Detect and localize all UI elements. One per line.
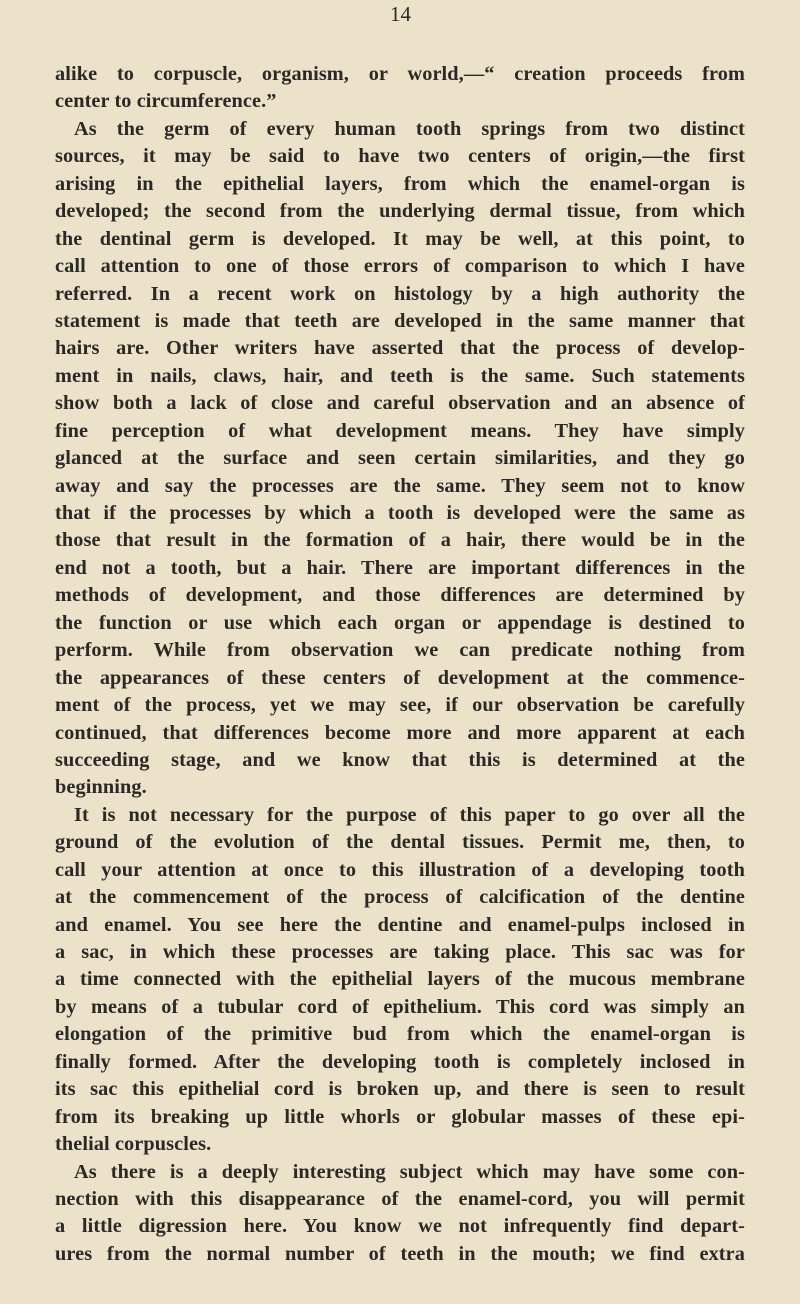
text-line: at the commencement of the process of calcification of the dentine xyxy=(55,886,745,909)
text-line: ground of the evolution of the dental tissues. Permit me, then, to xyxy=(55,831,745,854)
text-line: As the germ of every human tooth springs from two distinct xyxy=(74,117,745,140)
text-line: sources, it may be said to have two centers of origin,—the first xyxy=(55,145,745,168)
text-line: glanced at the surface and seen certain similarities, and they go xyxy=(55,447,745,470)
text-line: statement is made that teeth are developed in the same manner that xyxy=(55,309,745,332)
text-line: a sac, in which these processes are taking place. This sac was for xyxy=(55,941,745,963)
text-line: show both a lack of close and careful observation and an absence of xyxy=(55,392,745,415)
text-line: its sac this epithelial cord is broken up, and there is seen to result xyxy=(55,1078,745,1101)
text-line: succeeding stage, and we know that this is determined at the xyxy=(55,748,745,771)
text-line: thelial corpuscles. xyxy=(55,1133,212,1156)
text-line: from its breaking up little whorls or globular masses of these epi- xyxy=(55,1105,745,1128)
text-line: a time connected with the epithelial layers of the mucous membrane xyxy=(55,968,745,991)
text-line: alike to corpuscle, organism, or world,—“ creation proceeds from xyxy=(55,63,745,85)
text-line: and enamel. You see here the dentine and enamel-pulps inclosed in xyxy=(55,913,745,936)
text-line: away and say the processes are the same. They seem not to know xyxy=(55,474,745,497)
text-line: ment of the process, yet we may see, if our observation be carefully xyxy=(55,694,745,717)
text-line: arising in the epithelial layers, from which the enamel-organ is xyxy=(55,172,745,195)
body-text xyxy=(55,61,745,1268)
text-line: It is not necessary for the purpose of this paper to go over all the xyxy=(74,803,745,826)
text-line: those that result in the formation of a hair, there would be in the xyxy=(55,529,745,552)
text-line: center to circumference.” xyxy=(55,90,277,113)
text-line: by means of a tubular cord of epithelium. This cord was simply an xyxy=(55,995,745,1018)
text-line: fine perception of what development means. They have simply xyxy=(55,419,745,442)
text-line: a little digression here. You know we not infrequently find depart- xyxy=(55,1215,745,1238)
text-line: continued, that differences become more and more apparent at each xyxy=(55,721,745,744)
text-line: perform. While from observation we can predicate nothing from xyxy=(55,639,745,662)
text-line: methods of development, and those differences are determined by xyxy=(55,584,745,607)
text-line: hairs are. Other writers have asserted that the process of develop- xyxy=(55,337,745,360)
text-line: the appearances of these centers of development at the commence- xyxy=(55,666,745,689)
text-line: ures from the normal number of teeth in the mouth; we find extra xyxy=(55,1242,745,1265)
text-line: beginning. xyxy=(55,776,147,799)
text-line: ment in nails, claws, hair, and teeth is the same. Such statements xyxy=(55,364,745,387)
text-line: the dentinal germ is developed. It may be well, at this point, to xyxy=(55,227,745,250)
text-line: As there is a deeply interesting subject which may have some con- xyxy=(74,1160,745,1183)
text-line: nection with this disappearance of the enamel-cord, you will permit xyxy=(55,1187,745,1210)
text-line: call your attention at once to this illustration of a developing tooth xyxy=(55,858,745,881)
text-line: that if the processes by which a tooth is developed were the same as xyxy=(55,502,745,524)
text-line: call attention to one of those errors of comparison to which I have xyxy=(55,255,745,278)
page-number: 14 xyxy=(390,2,411,26)
text-line: finally formed. After the developing tooth is completely inclosed in xyxy=(55,1050,745,1073)
text-line: referred. In a recent work on histology by a high authority the xyxy=(55,282,745,305)
text-line: developed; the second from the underlying dermal tissue, from which xyxy=(55,200,745,223)
text-line: end not a tooth, but a hair. There are important differences in the xyxy=(55,556,745,579)
text-line: the function or use which each organ or appendage is destined to xyxy=(55,611,745,634)
text-line: elongation of the primitive bud from which the enamel-organ is xyxy=(55,1023,745,1046)
